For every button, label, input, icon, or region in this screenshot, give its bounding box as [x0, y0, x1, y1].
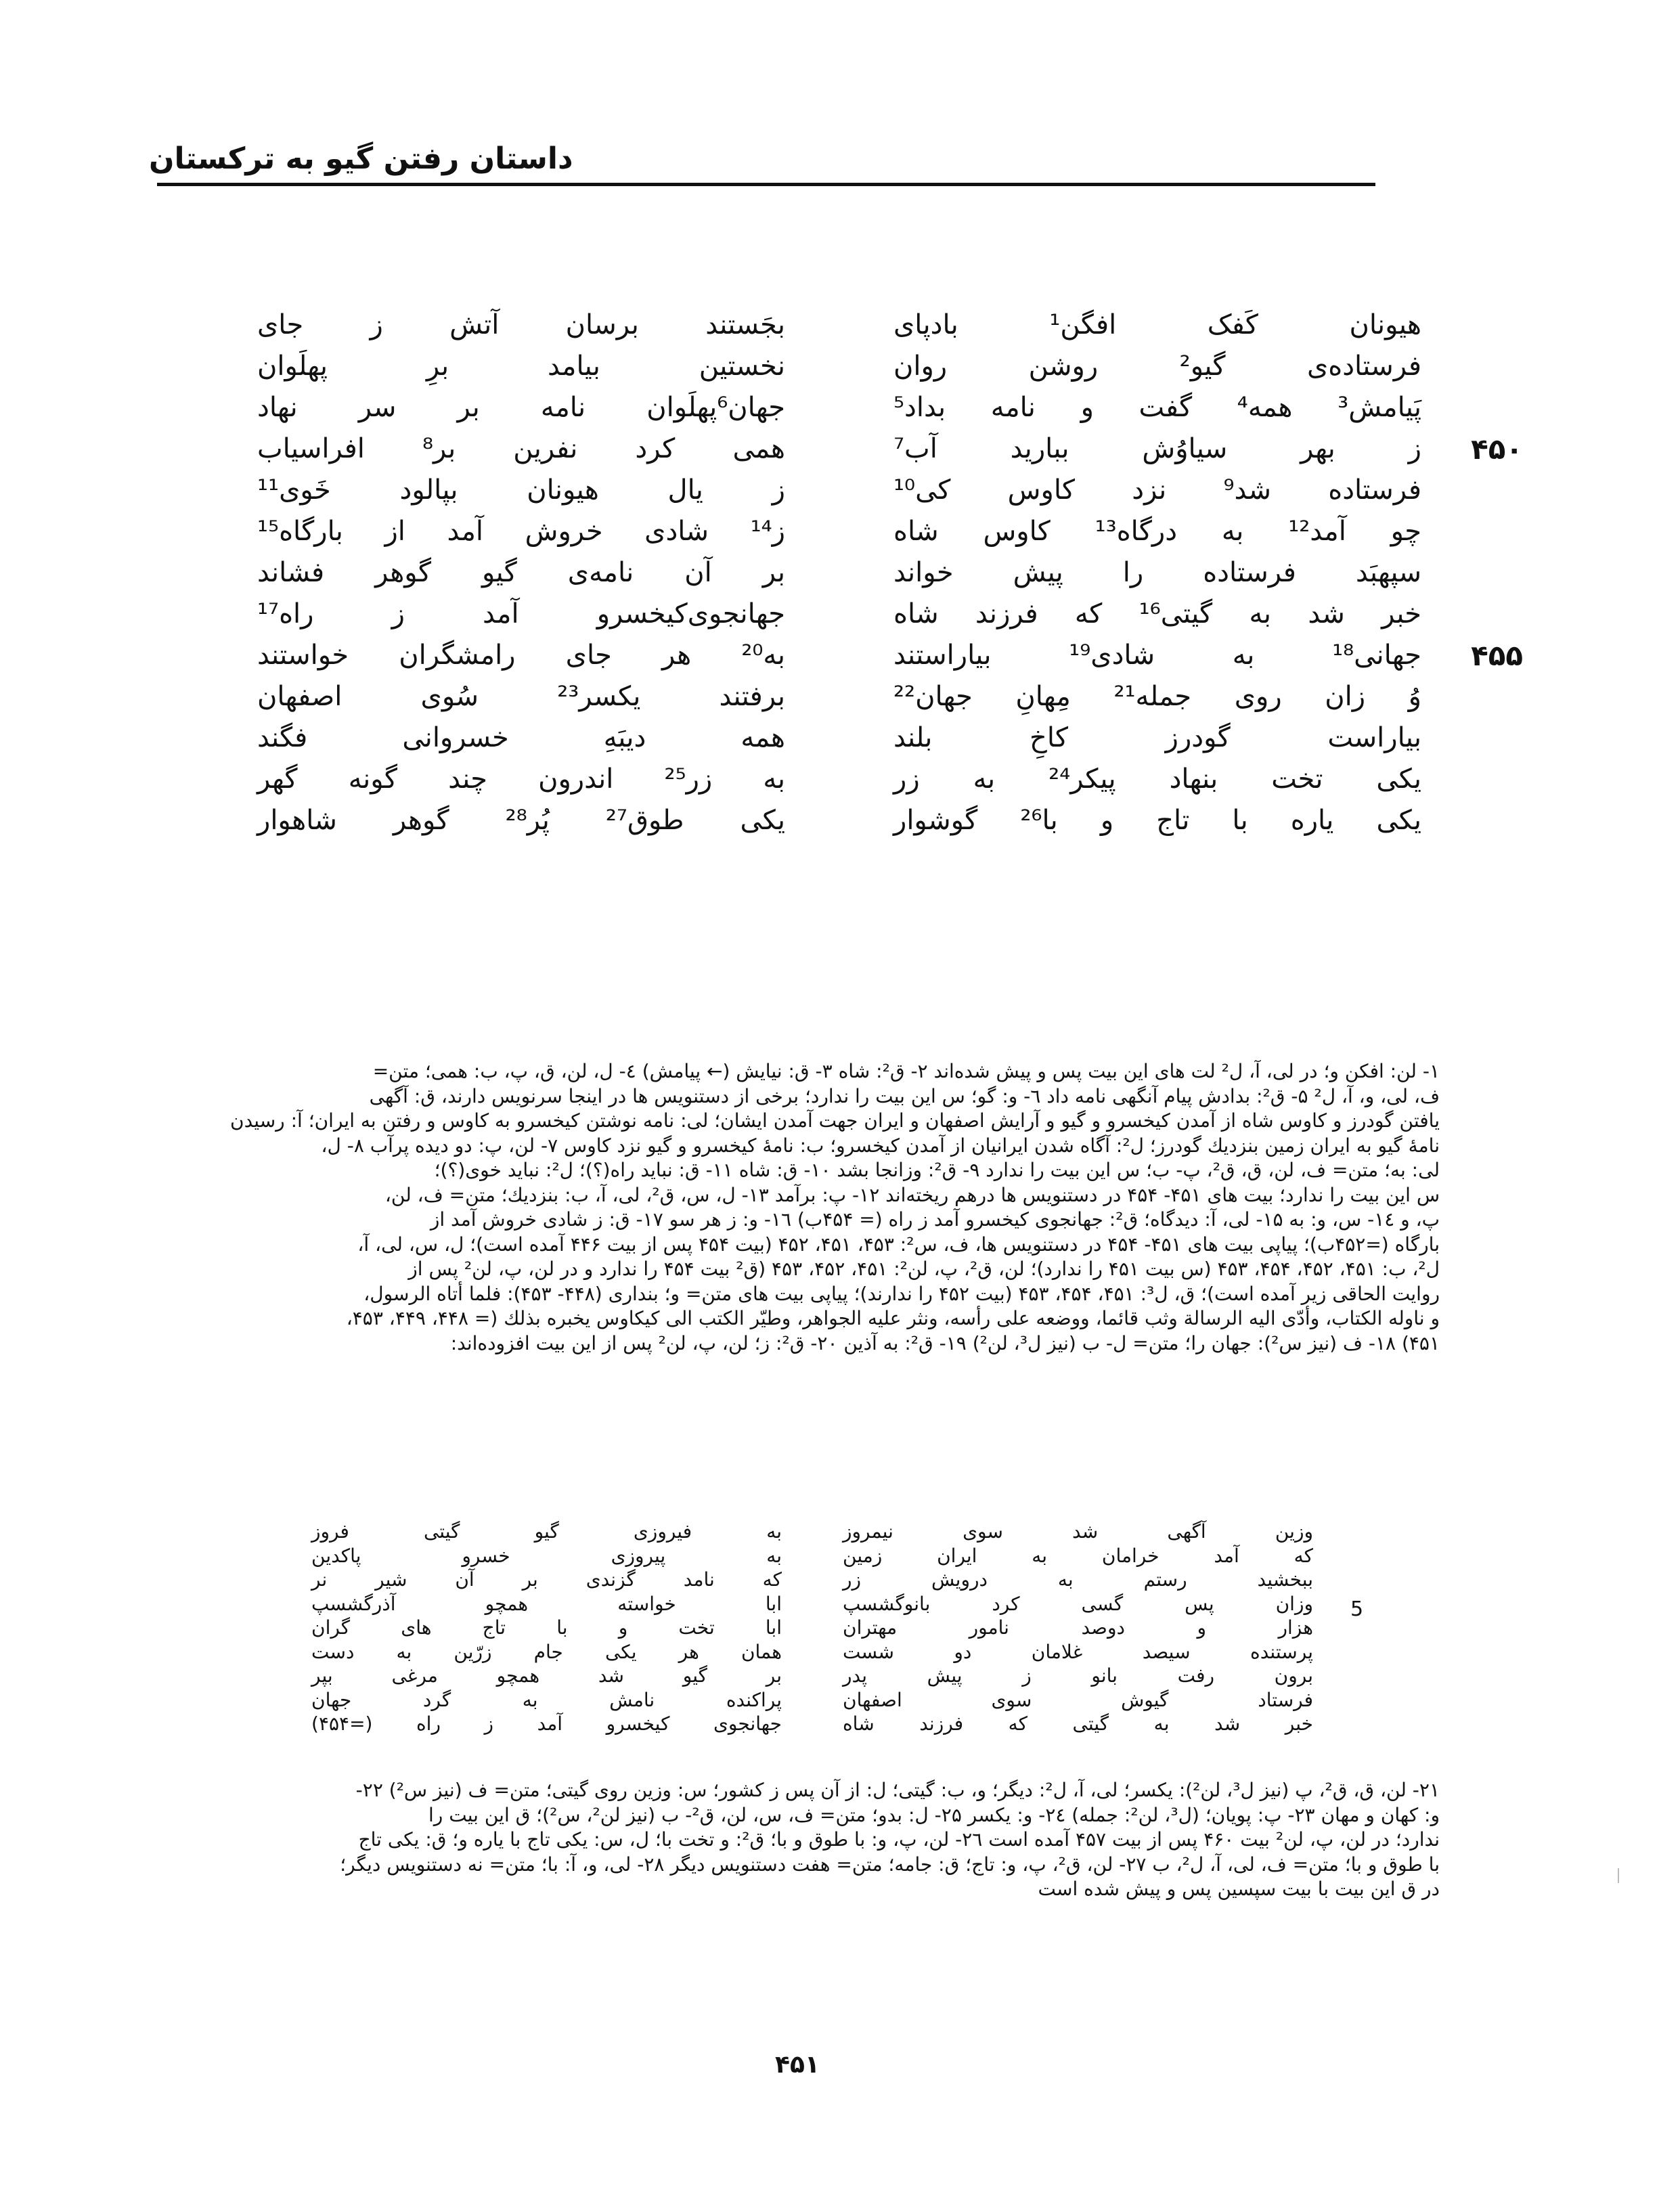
- footnotes-block-2: [157, 1778, 1440, 1902]
- verse-number: ۴۵۰: [1471, 433, 1523, 466]
- footnote-line: ندارد؛ در لن، پ، لن² بیت ۴۶۰ پس از بیت ۴۵۷ آمده است ۲٦- لن، پ، و: با طوق و با؛ ق²: و تخت با؛ ل، س: یکی تاج با یاره و؛ ق: یکی تاج: [358, 1828, 1440, 1851]
- added-verse-line: که آمد خرامان به ایران زمین: [843, 1544, 1313, 1567]
- verse-line: همه دیبَهِ خسروانی فگند: [257, 722, 785, 753]
- footnote-line: روایت الحاقی زیر آمده است)؛ ق، ل³: ۴۵۱، ۴۵۴، ۴۵۳ (بیت ۴۵۲ را ندارند)؛ پیاپی بیت های متن= و؛ بنداری (۴۴۸- ۴۵۳): فلما أتاه الرسول،: [363, 1282, 1440, 1305]
- footnote-line: ف، لی، و، آ، ل² ۵- ق²: بدادش پیام آنگهی نامه داد ٦- و: گو؛ س این بیت را ندارد؛ برخی از دستنویس ها در اینجا سرنویس دارند، ق: آگهی: [369, 1084, 1440, 1107]
- page-number: ۴۵۱: [775, 2051, 820, 2079]
- added-verse-line: برون رفت بانو ز پیش پدر: [843, 1664, 1313, 1687]
- verse-column-right: [893, 305, 1523, 841]
- added-verse-line: همان هر یکی جام زرّین به دست: [311, 1640, 782, 1663]
- footnote-line: لی: به؛ متن= ف، لن، ق، ق²، پ- ب؛ س این بیت را ندارد ۹- ق²: وزانجا بشد ۱۰- ق: شاه ۱۱- ق: نباید راه(؟)؛ ل²: نباید خوی(؟)؛: [434, 1159, 1440, 1181]
- added-verse-line: پراکنده نامش به گرد جهان: [311, 1688, 782, 1711]
- verse-line: جهان⁶پهلَوان نامه بر سر نهاد: [257, 392, 785, 423]
- scan-edge-mark: [1618, 1868, 1619, 1883]
- verse-line: یکی طوق²⁷ پُر²⁸ گوهر شاهوار: [257, 805, 786, 836]
- verse-line: به زر²⁵ اندرون چند گونه گهر: [257, 764, 785, 795]
- footnote-line: ۴۵۱) ۱۸- ف (نیز س²): جهان را؛ متن= ل- ب (نیز ل³، لن²) ۱۹- ق²: به آذین ۲۰- ق²: ز؛ لن، پ، لن² پس از این بیت افزوده‌اند:: [450, 1331, 1440, 1354]
- added-verses-left: [311, 1520, 782, 1736]
- verse-block: [257, 305, 1523, 841]
- footnote-line: ۲۱- لن، ق، ق²، پ (نیز ل³، لن²): یکسر؛ لی، آ، ل²: دیگر؛ و، ب: گیتی؛ ل: از آن پس ز کشور؛ س: وزین روی گیتی؛ متن= ف (نیز س²) ۲۲-: [355, 1779, 1440, 1801]
- verse-line: یکی تخت بنهاد پیکر²⁴ به زر: [893, 764, 1421, 795]
- footnote-line: پ، و ١٤- س، و: به ۱۵- لی، آ: دیدگاه؛ ق²: جهانجوی کیخسرو آمد ز راه (= ۴۵۴ب) ١٦- و: ز هر سو ۱۷- ق: ز شادی خروش آمد از: [430, 1208, 1440, 1231]
- added-verse-line: ببخشید رستم به درویش زر: [843, 1568, 1313, 1591]
- verse-line: فرستاده‌ی گیو² روشن روان: [893, 351, 1421, 382]
- footnote-line: ۱- لن: افکن و؛ در لی، آ، ل² لت های این بیت پس و پیش شده‌اند ۲- ق²: شاه ۳- ق: نیایش (← پیامش) ٤- ل، لن، ق، پ، ب: همی؛ متن=: [372, 1060, 1440, 1082]
- footnote-line: و ناوله الکتاب، وأدّی الیه الرسالة وثب قائما، ووضعه علی رأسه، ونثر علیه الجواهر، وطيّر الکتب الی کیکاوس یخبره بذلك (= ۴۴۸، ۴۴۹، ۴۵۳،: [346, 1307, 1440, 1329]
- added-verse-line: ابا خواسته همچو آذرگشسپ: [311, 1592, 782, 1615]
- verse-line: فرستاده شد⁹ نزد کاوس کی¹⁰: [893, 474, 1421, 506]
- verse-line: یکی یاره با تاج و با²⁶ گوشوار: [893, 805, 1421, 836]
- verse-line: نخستین بیامد برِ پهلَوان: [257, 351, 785, 382]
- added-verse-line: فرستاد گیوش سوی اصفهان: [843, 1688, 1313, 1711]
- added-verse-line: به فیروزی گیو گیتی فروز: [311, 1520, 782, 1543]
- verse-line: ز یال هیونان بپالود خَوی¹¹: [257, 474, 785, 506]
- footnote-line: در ق این بیت با بیت سپسین پس و پیش شده است: [1038, 1878, 1440, 1900]
- added-verse-line: خبر شد به گیتی که فرزند شاه: [843, 1712, 1313, 1735]
- added-verse-number: 5: [1350, 1597, 1364, 1621]
- footnote-line: بارگاه (=۴۵۲ب)؛ پیاپی بیت های ۴۵۱- ۴۵۴ در دستنویس ها، ف، س²: ۴۵۳، ۴۵۱، ۴۵۲ (بیت ۴۵۴ پس از بیت ۴۴۶ آمده است)؛ ل، س، لی، آ،: [357, 1233, 1440, 1256]
- verse-line: چو آمد¹² به درگاه¹³ کاوس شاه: [893, 516, 1422, 547]
- verse-line: ز¹⁴ شادی خروش آمد از بارگاه¹⁵: [257, 516, 785, 547]
- added-verse-line: پرستنده سیصد غلامان دو شست: [843, 1640, 1313, 1663]
- added-verse-line: بر گیو شد همچو مرغی بپر: [311, 1664, 782, 1687]
- footnote-line: یافتن گودرز و کاوس شاه از آمدن کیخسرو و گیو و آرایش اصفهان و ایران جهت آمدن ایشان؛ لی: نامه نوشتن کیخسرو به کاوس و رفتن به ایران؛ آ: رسیدن: [230, 1109, 1440, 1132]
- footnote-line: ل²، ب: ۴۵۱، ۴۵۲، ۴۵۴، ۴۵۳ (س بیت ۴۵۱ را ندارد)؛ لن، ق²، پ، لن²: ۴۵۱، ۴۵۲، ۴۵۳ (ق² بیت ۴۵۴ را ندارد و در لن، پ، لن² پس از: [408, 1258, 1440, 1280]
- added-verse-line: وزان پس گسی کرد بانوگشسپ: [843, 1592, 1313, 1615]
- footnotes-block-1: [157, 1059, 1440, 1356]
- footnote-line: س این بیت را ندارد؛ بیت های ۴۵۱- ۴۵۴ در دستنویس ها درهم ریخته‌اند ۱۲- پ: برآمد ۱۳- ل، س، ق²، لی، آ، ب: بنزدیك؛ متن= ف، لن،: [384, 1183, 1440, 1206]
- verse-line: برفتند یکسر²³ سُوی اصفهان: [257, 681, 786, 712]
- verse-line: همی کرد نفرین بر⁸ افراسیاب: [257, 433, 785, 464]
- footnote-line: با طوق و با؛ متن= ف، لی، آ، ل²، ب ۲۷- لن، ق²، پ، و: تاج؛ ق: جامه؛ متن= هفت دستنویس دیگر ۲۸- لی، و، آ: با؛ متن= نه دستنویس دیگر؛: [340, 1853, 1440, 1876]
- verse-line: سپهبَد فرستاده را پیش خواند: [893, 557, 1421, 588]
- verse-line: بجَستند برسان آتش ز جای: [257, 309, 785, 340]
- added-verse-line: ابا تخت و با تاج های گران: [311, 1616, 782, 1639]
- verse-line: جهانجوی‌کیخسرو آمد ز راه¹⁷: [257, 598, 785, 629]
- verse-column-left: [257, 305, 785, 841]
- verse-line: وُ زان روی جمله²¹ مِهانِ جهان²²: [893, 681, 1421, 712]
- verse-line: هیونان کَفک افگن¹ بادپای: [893, 309, 1421, 340]
- footnote-line: و: کهان و مهان ۲۳- پ: پویان؛ (ل³، لن²: جمله) ٢٤- و: یکسر ۲۵- ل: بدو؛ متن= ف، س، لن، ق²- ب (نیز لن²، س²)؛ ق این بیت را: [428, 1803, 1440, 1826]
- verse-line: بیاراست گودرز کاخِ بلند: [893, 722, 1421, 753]
- added-verse-line: که نامد گزندی بر آن شیر نر: [311, 1568, 782, 1591]
- added-verse-line: جهانجوی کیخسرو آمد ز راه (=۴۵۴): [311, 1712, 782, 1735]
- verse-line: پَیامش³ همه⁴ گفت و نامه بداد⁵: [893, 392, 1421, 423]
- added-verses-right: [843, 1520, 1313, 1736]
- verse-line: به²⁰ هر جای رامشگران خواستند: [257, 640, 785, 671]
- running-title: داستان رفتن گیو به ترکستان: [149, 141, 573, 176]
- verse-line: بر آن نامه‌ی گیو گوهر فشاند: [257, 557, 785, 588]
- verse-line: خبر شد به گیتی¹⁶ که فرزند شاه: [893, 598, 1421, 629]
- verse-line: ۴۵۵ جهانی¹⁸ به شادی¹⁹ بیاراستند: [893, 635, 1421, 676]
- added-verse-line: به پیروزی خسرو پاکدین: [311, 1544, 782, 1567]
- footnote-line: نامهٔ گیو به ایران زمین بنزدیك گودرز؛ ل²: آگاه شدن ایرانیان از آمدن کیخسرو؛ ب: نامهٔ کیخسرو و گیو نزد کاوس ۷- لن، پ: دو دیده پرآب ۸- ل،: [321, 1134, 1440, 1157]
- verse-number: ۴۵۵: [1471, 639, 1523, 672]
- added-verses-block: [311, 1520, 1313, 1736]
- added-verse-line: هزار و دوصد نامور مهتران: [843, 1616, 1313, 1639]
- added-verse-line: وزین آگهی شد سوی نیمروز: [843, 1520, 1313, 1543]
- verse-line: ۴۵۰ ز بهر سیاوُش ببارید آب⁷: [893, 428, 1421, 470]
- header-rule: [157, 183, 1375, 186]
